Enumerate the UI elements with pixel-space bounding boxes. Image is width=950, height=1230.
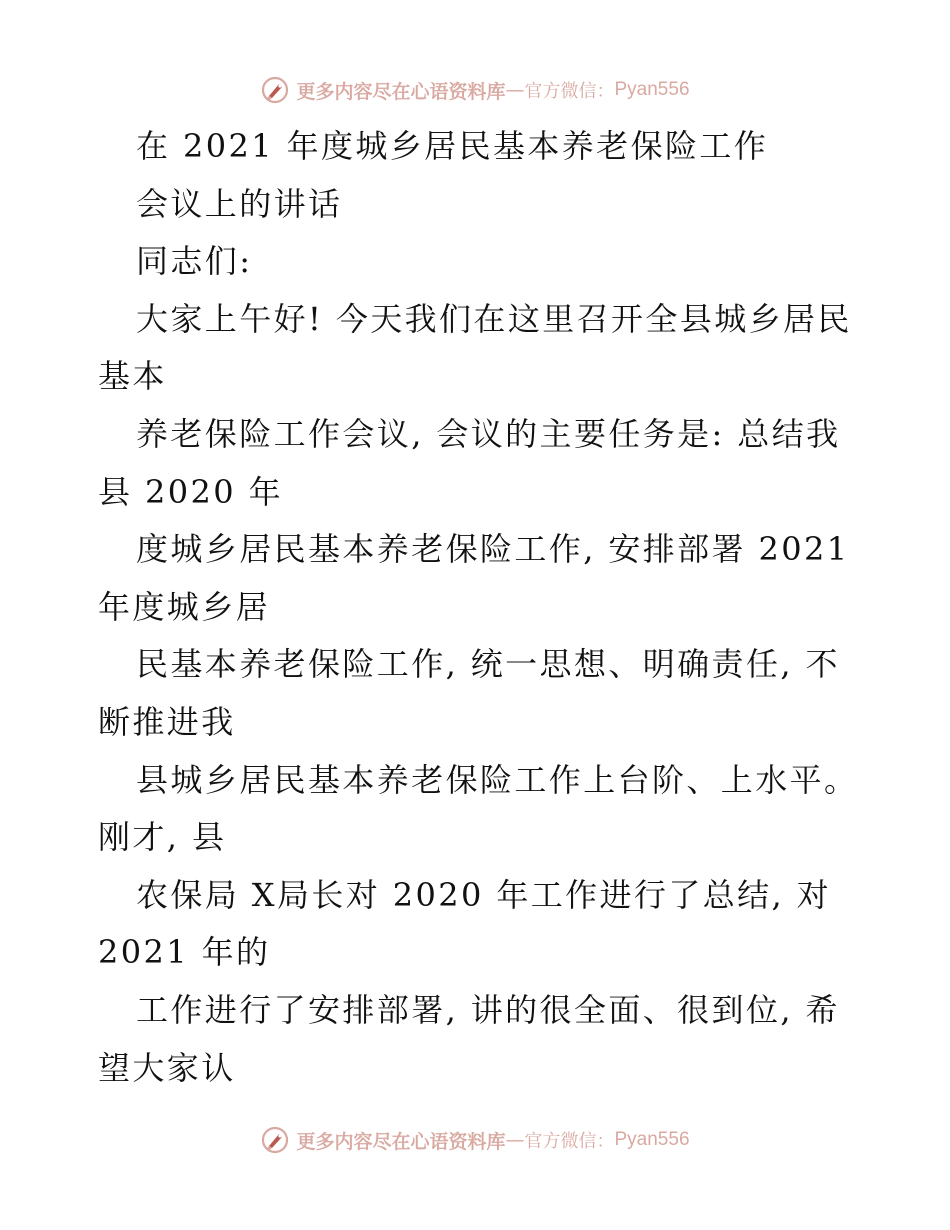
header-watermark-banner (0, 70, 950, 110)
banner-main-text: 更多内容尽在心语资料库 (296, 1130, 506, 1153)
banner-main-text: 更多内容尽在心语资料库 (296, 80, 506, 103)
footer-watermark-banner (0, 1120, 950, 1160)
document-line: 农保局 X局长对 2020 年工作进行了总结, 对 (136, 875, 832, 914)
document-line: 同志们: (136, 242, 253, 281)
document-line: 会议上的讲话 (136, 184, 343, 223)
pen-nib-logo-icon (260, 1125, 290, 1155)
document-line: 刚才, 县 (98, 818, 227, 857)
banner-separator: — (505, 1129, 525, 1151)
banner-separator: — (505, 79, 525, 101)
banner-wechat-label: 官方微信： (524, 1131, 615, 1152)
document-line: 望大家认 (98, 1048, 236, 1087)
document-line: 2021 年的 (98, 933, 271, 972)
document-line: 县城乡居民基本养老保险工作上台阶、上水平。 (136, 760, 859, 799)
pen-nib-logo-icon (260, 75, 290, 105)
document-body (98, 118, 858, 1097)
document-line: 年度城乡居 (98, 587, 271, 626)
document-line: 县 2020 年 (98, 472, 283, 511)
document-line: 度城乡居民基本养老保险工作, 安排部署 2021 (136, 530, 850, 569)
banner-wechat-handle: Pyan556 (614, 79, 690, 100)
document-line: 养老保险工作会议, 会议的主要任务是: 总结我 (136, 414, 841, 453)
document-line: 在 2021 年度城乡居民基本养老保险工作 (136, 127, 769, 165)
document-line: 民基本养老保险工作, 统一思想、明确责任, 不 (136, 645, 840, 684)
document-line: 断推进我 (98, 702, 236, 741)
document-line: 基本 (98, 357, 167, 396)
banner-wechat-handle: Pyan556 (614, 1129, 690, 1150)
document-line: 大家上午好! 今天我们在这里召开全县城乡居民 (136, 299, 852, 338)
banner-wechat-label: 官方微信： (524, 81, 615, 102)
document-line: 工作进行了安排部署, 讲的很全面、很到位, 希 (136, 990, 840, 1029)
